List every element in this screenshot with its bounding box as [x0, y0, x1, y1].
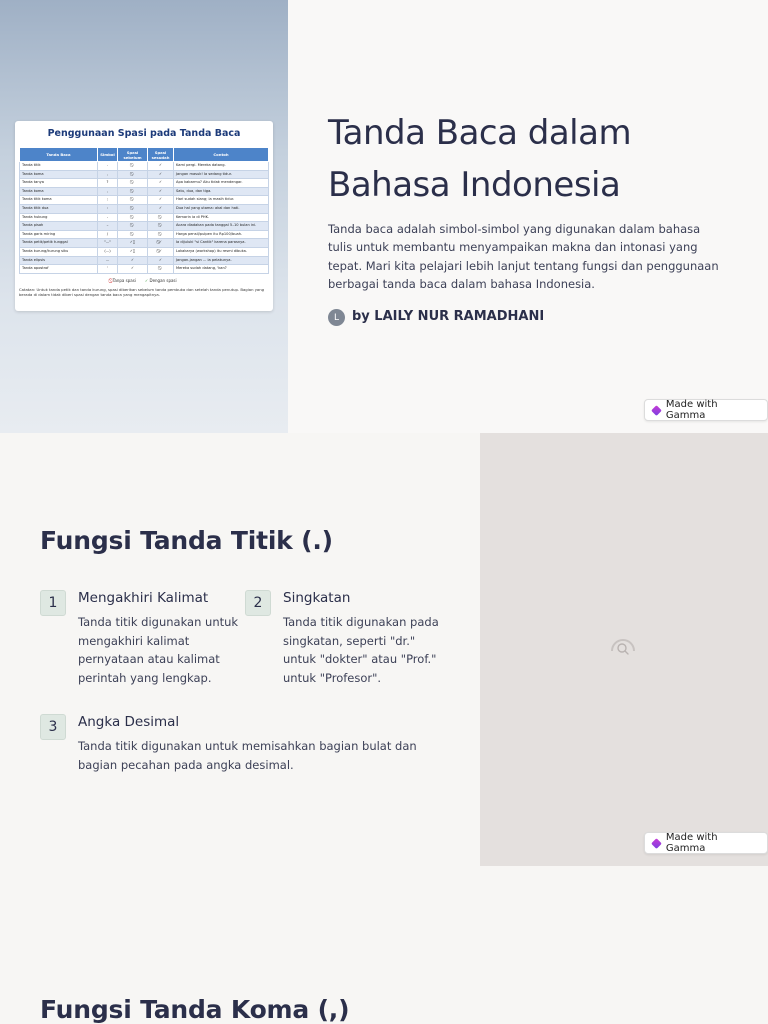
- table-cell: Jangan-jangan ... ia pelakunya.: [174, 256, 269, 265]
- item-number: 3: [40, 714, 66, 740]
- gamma-logo-icon: [651, 405, 662, 416]
- table-row: [20, 196, 269, 205]
- item-body: Tanda titik digunakan pada singkatan, seperti "dr." untuk "dokter" atau "Prof." untuk "Profesor".: [283, 615, 439, 686]
- table-cell: ✓: [148, 187, 174, 196]
- item-number: 2: [245, 590, 271, 616]
- table-cell: [118, 204, 148, 213]
- table-cell: (...): [98, 247, 118, 256]
- table-row: [20, 265, 269, 274]
- list-item: [40, 590, 240, 700]
- table-cell: ,: [98, 170, 118, 179]
- list-item: [40, 714, 460, 784]
- table-cell: ✓: [148, 179, 174, 188]
- badge-label: Made with Gamma: [665, 832, 718, 854]
- table-cell: Kemarin ia di PHK.: [174, 213, 269, 222]
- list-item: [245, 590, 445, 700]
- table-cell: [118, 213, 148, 222]
- table-card-title: Penggunaan Spasi pada Tanda Baca: [47, 128, 241, 139]
- table-cell: Tanda elipsis: [20, 256, 98, 265]
- table-cell: Tanda koma: [20, 170, 98, 179]
- table-row: [20, 204, 269, 213]
- table-row: [20, 222, 269, 231]
- table-row: [20, 187, 269, 196]
- item-body: Tanda titik digunakan untuk mengakhiri kalimat pernyataan atau kalimat perintah yang lengkap.: [78, 615, 239, 686]
- table-cell: [148, 213, 174, 222]
- presentation-description: Tanda baca adalah simbol-simbol yang digunakan dalam bahasa tulis untuk membantu menyampaikan makna dan intonasi yang tepat. Mari kita pelajari lebih lanjut tentang fungsi dan penggunaan berbagai tanda baca dalam bahasa Indonesia.: [328, 222, 719, 291]
- table-header: Spasi sesudah: [148, 148, 174, 162]
- table-cell: Ia dijuluki "si Cantik" karena parasnya.: [174, 239, 269, 248]
- slide-title: [0, 0, 768, 433]
- legend-with-space: Dengan spasi: [149, 277, 177, 283]
- table-cell: [118, 222, 148, 231]
- table-cell: Kami pergi. Mereka datang.: [174, 162, 269, 171]
- item-heading: Singkatan: [283, 590, 351, 606]
- table-cell: Tanda titik dua: [20, 204, 98, 213]
- table-cell: Hari sudah siang; ia masih tidur.: [174, 196, 269, 205]
- table-cell: [118, 196, 148, 205]
- table-header: Simbol: [98, 148, 118, 162]
- table-cell: Tanda tanya: [20, 179, 98, 188]
- table-cell: ✓: [118, 256, 148, 265]
- item-number: 1: [40, 590, 66, 616]
- item-heading: Angka Desimal: [78, 714, 180, 730]
- table-note: Catatan: Untuk tanda petik dan tanda kurung, spasi diberikan sebelum tanda pembuka dan setelah tanda penutup. Bagian yang berada di dalam tidak diberi spasi dengan tanda baca yang mengapitnya.: [19, 286, 265, 298]
- presentation-title: Tanda Baca dalam Bahasa Indonesia: [328, 113, 632, 205]
- slide-title: Fungsi Tanda Koma (,): [40, 995, 350, 1024]
- table-cell: "...": [98, 239, 118, 248]
- table-cell: Tanda koma: [20, 187, 98, 196]
- table-cell: -: [98, 213, 118, 222]
- table-cell: Tanda apostrof: [20, 265, 98, 274]
- table-cell: [118, 179, 148, 188]
- slide-fungsi-tanda-titik: [0, 433, 768, 866]
- table-header-row: [20, 148, 269, 162]
- loading-search-icon: [607, 634, 639, 664]
- table-cell: ✓: [148, 162, 174, 171]
- slide-fungsi-tanda-koma: [0, 866, 768, 1024]
- table-row: [20, 162, 269, 171]
- table-cell: ': [98, 265, 118, 274]
- table-cell: .: [98, 162, 118, 171]
- table-cell: Apa kabarmu? Aku tidak mendengar.: [174, 179, 269, 188]
- table-cell: Harga pensil/pulpen itu Rp100/buah.: [174, 230, 269, 239]
- table-cell: ✓: [148, 204, 174, 213]
- table-header: Contoh: [174, 148, 269, 162]
- table-cell: Tanda titik: [20, 162, 98, 171]
- made-with-gamma-button[interactable]: [644, 832, 768, 854]
- table-cell: ,: [98, 187, 118, 196]
- table-cell: Acara diadakan pada tanggal 5–10 bulan ini.: [174, 222, 269, 231]
- slide-title: Fungsi Tanda Titik (.): [40, 526, 333, 555]
- table-cell: Tanda kurung/kurung siku: [20, 247, 98, 256]
- table-cell: ⃠✓: [148, 239, 174, 248]
- table-row: [20, 179, 269, 188]
- table-header: Spasi sebelum: [118, 148, 148, 162]
- gamma-logo-icon: [651, 838, 662, 849]
- author-name: by LAILY NUR RAMADHANI: [352, 308, 545, 324]
- table-cell: Tanda pisah: [20, 222, 98, 231]
- table-cell: ?: [98, 179, 118, 188]
- table-cell: ✓: [148, 196, 174, 205]
- table-cell: ✓⃠: [118, 247, 148, 256]
- table-cell: [118, 162, 148, 171]
- table-cell: :: [98, 204, 118, 213]
- table-row: [20, 170, 269, 179]
- table-cell: Jangan masuk! Ia sedang tidur.: [174, 170, 269, 179]
- table-cell: ✓: [118, 265, 148, 274]
- table-row: [20, 213, 269, 222]
- made-with-gamma-button[interactable]: [644, 399, 768, 421]
- table-cell: ...: [98, 256, 118, 265]
- table-cell: ✓⃠: [118, 239, 148, 248]
- table-cell: ✓: [148, 170, 174, 179]
- table-cell: [118, 187, 148, 196]
- item-body: Tanda titik digunakan untuk memisahkan bagian bulat dan bagian pecahan pada angka desimal.: [78, 739, 417, 772]
- table-cell: ;: [98, 196, 118, 205]
- table-cell: Satu, dua, dan tiga.: [174, 187, 269, 196]
- table-cell: Dua hal yang utama: akal dan hati.: [174, 204, 269, 213]
- avatar: L: [328, 309, 345, 326]
- table-row: [20, 256, 269, 265]
- table-row: [20, 230, 269, 239]
- table-cell: –: [98, 222, 118, 231]
- item-heading: Mengakhiri Kalimat: [78, 590, 209, 606]
- hero-image: [0, 0, 288, 433]
- table-row: [20, 247, 269, 256]
- table-cell: Tanda garis miring: [20, 230, 98, 239]
- table-cell: [148, 222, 174, 231]
- punctuation-spacing-table-card: [15, 121, 273, 311]
- table-cell: Tanda hubung: [20, 213, 98, 222]
- punctuation-table: [19, 147, 269, 274]
- author-line: [328, 306, 544, 326]
- table-cell: Tanda petik/petik tunggal: [20, 239, 98, 248]
- legend-no-space: Tanpa spasi: [112, 277, 136, 283]
- badge-label: Made with Gamma: [665, 399, 718, 421]
- table-cell: /: [98, 230, 118, 239]
- table-cell: ✓: [148, 256, 174, 265]
- table-cell: ⃠✓: [148, 247, 174, 256]
- table-cell: [118, 170, 148, 179]
- table-cell: Mereka sudah datang, 'kan?: [174, 265, 269, 274]
- table-cell: [148, 265, 174, 274]
- table-cell: Lokakarya (workshop) itu resmi dibuka.: [174, 247, 269, 256]
- table-cell: [118, 230, 148, 239]
- table-legend: [19, 278, 269, 283]
- table-body: [20, 162, 269, 274]
- table-row: [20, 239, 269, 248]
- table-cell: Tanda titik koma: [20, 196, 98, 205]
- table-cell: [148, 230, 174, 239]
- check-icon: ✓: [144, 277, 149, 283]
- table-header: Tanda Baca: [20, 148, 98, 162]
